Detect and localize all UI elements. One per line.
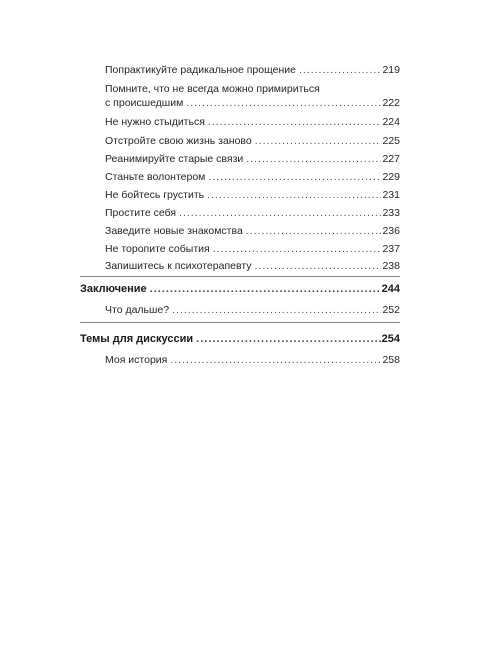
toc-entry-title: Станьте волонтером <box>105 171 206 183</box>
leader-dots <box>213 243 382 255</box>
leader-dots <box>299 64 382 76</box>
toc-chapter-conclusion[interactable] <box>80 283 400 295</box>
toc-entry-title: Заведите новые знакомства <box>105 225 243 237</box>
toc-entry[interactable] <box>105 153 400 165</box>
toc-entry-page: 231 <box>382 189 400 201</box>
toc-entry-page: 229 <box>382 171 400 183</box>
toc-entry-page: 238 <box>382 260 400 272</box>
leader-dots <box>246 153 381 165</box>
toc-entry-title: Не бойтесь грустить <box>105 189 205 201</box>
leader-dots <box>255 260 382 272</box>
toc-entry-page: 219 <box>382 64 400 76</box>
toc-entry-title: Не торопите события <box>105 243 210 255</box>
toc-chapter-discussion[interactable] <box>80 333 400 345</box>
toc-entry-page: 252 <box>382 304 400 316</box>
toc-entry-page: 237 <box>382 243 400 255</box>
leader-dots <box>170 354 381 366</box>
leader-dots <box>179 207 381 219</box>
leader-dots <box>208 116 382 128</box>
toc-entry[interactable] <box>105 116 400 128</box>
toc-entry-page: 258 <box>382 354 400 366</box>
toc-entry-title: Не нужно стыдиться <box>105 116 205 128</box>
section-divider <box>80 276 400 277</box>
toc-entry-title: Простите себя <box>105 207 177 219</box>
toc-entry-title: с происшедшим <box>105 97 184 109</box>
leader-dots <box>208 171 381 183</box>
toc-entry[interactable] <box>105 189 400 201</box>
toc-entry-title-line1: Помните, что не всегда можно примириться <box>105 83 320 95</box>
leader-dots <box>150 283 381 295</box>
toc-entry-page: 233 <box>382 207 400 219</box>
toc-entry-page: 224 <box>382 116 400 128</box>
toc-entry-title: Запишитесь к психотерапевту <box>105 260 252 272</box>
toc-entry-page: 225 <box>382 135 400 147</box>
toc-entry-page: 236 <box>382 225 400 237</box>
toc-entry-title: Реанимируйте старые связи <box>105 153 244 165</box>
leader-dots <box>246 225 382 237</box>
toc-entry[interactable] <box>105 207 400 219</box>
toc-entry[interactable] <box>105 304 400 316</box>
toc-entry[interactable] <box>105 243 400 255</box>
section-divider <box>80 322 400 323</box>
leader-dots <box>186 97 381 109</box>
toc-entry-title: Что дальше? <box>105 304 170 316</box>
leader-dots <box>172 304 381 316</box>
leader-dots <box>196 333 380 345</box>
toc-chapter-page: 244 <box>381 283 400 295</box>
toc-entry[interactable] <box>105 225 400 237</box>
toc-entry[interactable] <box>105 171 400 183</box>
toc-entry[interactable] <box>105 97 400 109</box>
toc-chapter-title: Заключение <box>80 283 147 295</box>
leader-dots <box>255 135 382 147</box>
toc-entry[interactable] <box>105 260 400 272</box>
toc-entry-title: Попрактикуйте радикальное прощение <box>105 64 296 76</box>
toc-chapter-title: Темы для дискуссии <box>80 333 194 345</box>
toc-entry-title: Отстройте свою жизнь заново <box>105 135 252 147</box>
toc-chapter-page: 254 <box>381 333 400 345</box>
toc-entry[interactable] <box>105 354 400 366</box>
toc-entry-title: Моя история <box>105 354 168 366</box>
toc-entry[interactable] <box>105 64 400 76</box>
toc-entry-page: 227 <box>382 153 400 165</box>
toc-entry-page: 222 <box>382 97 400 109</box>
toc-entry[interactable] <box>105 135 400 147</box>
leader-dots <box>207 189 381 201</box>
